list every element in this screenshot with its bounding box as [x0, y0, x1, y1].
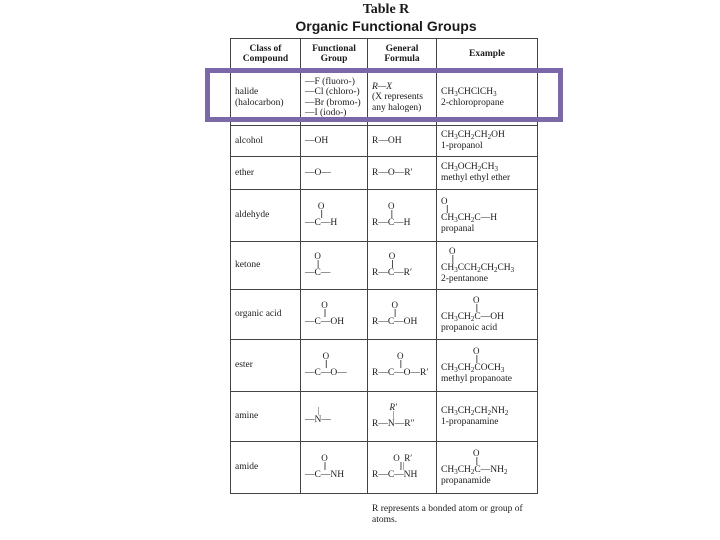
formula-cell: [368, 340, 437, 392]
carbonyl-formula: [372, 352, 428, 379]
formula-cell: R—OH: [368, 126, 437, 157]
carbonyl-oxygen: O: [449, 245, 456, 256]
header-formula: General Formula: [368, 39, 437, 70]
class-cell: alcohol: [231, 126, 301, 157]
formula-cell: [368, 190, 437, 242]
double-bond: ||: [475, 302, 477, 312]
example-formula: $CH_3CH_2COCH_3$: [441, 362, 505, 374]
group-cell: [301, 242, 368, 290]
header-example: Example: [437, 39, 538, 70]
amine-group: [305, 407, 331, 426]
example-formula: $CH_3CHClCH_3$: [441, 86, 497, 98]
class-label-extra: (halocarbon): [235, 97, 284, 108]
example-formula: $CH_3CH_2CH_2NH_2$: [441, 405, 509, 417]
class-cell: ether: [231, 157, 301, 190]
formula-line: any halogen): [372, 102, 422, 113]
formula-line: (X represents: [372, 92, 423, 103]
row-amine: [231, 392, 538, 442]
general-formula: R—C—OH: [372, 317, 418, 327]
double-bond: ||: [475, 353, 477, 363]
general-formula: R—C—NH: [372, 470, 418, 480]
double-bond: ||: [317, 259, 319, 268]
carbonyl-group: [305, 301, 344, 328]
group-formula: —C—NH: [305, 470, 345, 480]
example-formula: $CH_3CH_2CH_2OH$: [441, 130, 505, 141]
formula-line: R—X: [372, 81, 393, 92]
single-bond: |: [317, 406, 319, 415]
double-bond: ||: [391, 259, 393, 268]
class-cell: ester: [231, 340, 301, 392]
example-name: methyl propanoate: [441, 373, 512, 384]
carbonyl-oxygen: O: [388, 251, 396, 261]
general-formula: R—N—R″: [372, 419, 415, 429]
row-ester: [231, 340, 538, 392]
double-bond: ||: [394, 308, 396, 317]
highlight-box: [205, 68, 563, 122]
double-bond: ||: [323, 308, 326, 317]
carbonyl-oxygen: O: [473, 345, 480, 356]
carbonyl-group: [305, 252, 330, 279]
double-bond: ||: [325, 359, 327, 368]
double-bond: ||: [320, 209, 322, 218]
example-cell: [437, 190, 538, 242]
group-formula: —C—O—: [305, 368, 347, 378]
example-cell: [437, 442, 538, 494]
formula-cell: [368, 290, 437, 340]
example-formula: $CH_3CH_2C—H$: [441, 212, 498, 224]
example-structure: [441, 296, 480, 312]
carbonyl-oxygen: O: [441, 195, 448, 206]
formula-cell: [368, 442, 437, 494]
example-structure: [441, 247, 456, 263]
example-cell: [437, 392, 538, 442]
carbonyl-oxygen: O: [321, 300, 328, 310]
group-formula: —C—H: [305, 218, 338, 228]
carbonyl-oxygen: O: [473, 447, 480, 458]
double-bond: ||: [399, 359, 401, 368]
example-cell: [437, 290, 538, 340]
class-cell: aldehyde: [231, 190, 301, 242]
carbonyl-oxygen: O: [321, 453, 328, 463]
table-header-row: [231, 39, 538, 70]
double-bond: ||: [451, 253, 453, 263]
group-iodo: —I (iodo-): [305, 108, 347, 118]
single-bond: |: [392, 410, 394, 419]
formula-cell: [368, 392, 437, 442]
table-title: Table R: [362, 2, 410, 17]
double-bond: ||: [446, 203, 448, 213]
table-title-block: [230, 0, 542, 35]
amine-formula: [372, 403, 415, 430]
example-structure: [441, 347, 480, 363]
general-formula: R—C—H: [372, 218, 411, 228]
example-cell: [437, 242, 538, 290]
carbonyl-group: [305, 352, 347, 379]
formula-cell: R—O—R′: [368, 157, 437, 190]
group-cell: [301, 290, 368, 340]
example-name: methyl ethyl ether: [441, 173, 511, 183]
header-group: Functional Group: [301, 39, 368, 70]
class-cell: ketone: [231, 242, 301, 290]
double-bond: ||: [390, 209, 392, 218]
carbonyl-oxygen: O: [322, 351, 330, 361]
row-aldehyde: [231, 190, 538, 242]
group-cell: [301, 340, 368, 392]
group-cell: [301, 190, 368, 242]
example-name: 1-propanol: [441, 141, 483, 151]
row-organic-acid: [231, 290, 538, 340]
table-subtitle: Organic Functional Groups: [295, 18, 477, 34]
group-cell: —O—: [301, 157, 368, 190]
example-cell: [437, 157, 538, 190]
group-cell: —OH: [301, 126, 368, 157]
class-cell: amide: [231, 442, 301, 494]
group-cell: [301, 442, 368, 494]
carbonyl-oxygen: O: [388, 201, 395, 211]
class-cell: amine: [231, 392, 301, 442]
group-formula: —C—OH: [305, 317, 345, 327]
example-structure: [441, 449, 480, 465]
formula-cell: [368, 242, 437, 290]
row-ether: [231, 157, 538, 190]
class-cell: organic acid: [231, 290, 301, 340]
example-cell: [437, 340, 538, 392]
carbonyl-formula: [372, 202, 411, 229]
bonds: || |: [399, 461, 404, 470]
general-formula: R—C—O—R′: [372, 368, 429, 378]
example-name: propanal: [441, 223, 475, 234]
row-amide: [231, 442, 538, 494]
example-formula: $CH_3OCH_2CH_3$: [441, 162, 498, 173]
class-label: halide: [235, 86, 259, 97]
example-structure: [441, 197, 462, 213]
example-cell: [437, 126, 538, 157]
amide-formula: [372, 454, 417, 481]
carbonyl-group: [305, 454, 344, 481]
example-formula: $CH_3CH_2C—OH$: [441, 311, 504, 323]
example-formula: $CH_3CCH_2CH_2CH_3$: [441, 262, 515, 274]
header-class: Class of Compound: [231, 39, 301, 70]
carbonyl-formula: [372, 252, 412, 279]
row-alcohol: [231, 126, 538, 157]
example-name: 1-propanamine: [441, 416, 499, 427]
example-name: propanamide: [441, 475, 491, 486]
carbonyl-oxygen: O: [473, 294, 480, 305]
example-name: 2-pentanone: [441, 273, 488, 284]
group-chloro: —Cl (chloro-): [305, 87, 360, 97]
carbonyl-formula: [372, 301, 417, 328]
example-name: propanoic acid: [441, 322, 498, 333]
table-footnote: R represents a bonded atom or group of atoms.: [372, 504, 523, 525]
carbonyl-group: [305, 202, 337, 229]
row-ketone: [231, 242, 538, 290]
general-formula: R—C—R′: [372, 268, 413, 278]
example-name: 2-chloropropane: [441, 97, 504, 108]
carbonyl-oxygen: O: [391, 300, 398, 310]
group-formula: —N—: [305, 415, 331, 425]
carbonyl-oxygen: O: [317, 201, 325, 211]
group-fluoro: —F (fluoro-): [305, 76, 355, 87]
group-cell: [301, 392, 368, 442]
group-bromo: —Br (bromo-): [305, 97, 361, 108]
group-formula: —C—: [305, 268, 331, 278]
example-formula: $CH_3CH_2C—NH_2$: [441, 464, 508, 476]
carbonyl-oxygen: O: [314, 251, 321, 261]
substituent: R′: [389, 402, 397, 412]
substituents: O R′: [393, 453, 413, 463]
carbonyl-oxygen: O: [396, 351, 404, 361]
double-bond: ||: [475, 455, 477, 465]
double-bond: ||: [323, 461, 326, 470]
